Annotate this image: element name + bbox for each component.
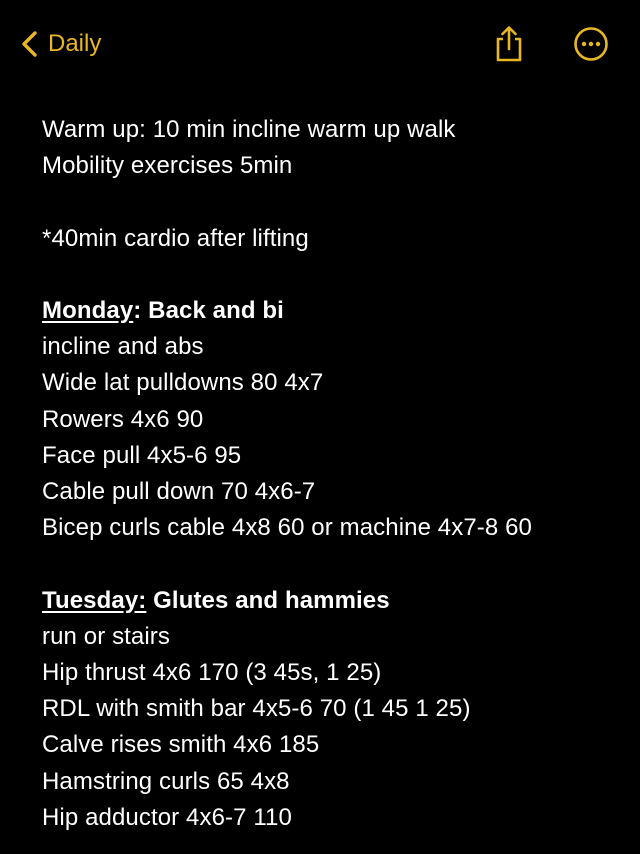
ellipsis-circle-icon[interactable] [573,26,609,62]
chevron-left-icon [18,28,44,60]
note-line: run or stairs [42,622,171,650]
monday-heading [42,293,632,329]
note-line: Wide lat pulldowns 80 4x7 [42,369,324,397]
tuesday-heading [42,583,632,619]
share-icon[interactable] [492,24,526,64]
note-line: Cable pull down 70 4x6-7 [42,478,316,505]
note-line: Calve rises smith 4x6 185 [42,731,320,759]
note-line: Mobility exercises 5min [42,152,293,180]
monday-day-name: Monday [42,296,134,324]
navigation-bar [0,0,640,90]
monday-focus: Back and bi [141,296,284,324]
note-line: Warm up: 10 min incline warm up walk [42,116,456,143]
note-line: Bicep curls cable 4x8 60 or machine 4x7-8 60 [42,514,533,542]
note-body[interactable] [42,112,632,836]
note-line: *40min cardio after lifting [42,224,309,252]
monday-separator: : [133,296,142,324]
blank-line [42,546,632,582]
blank-line [42,184,632,220]
note-line: Hamstring curls 65 4x8 [42,767,290,795]
tuesday-day-name: Tuesday: [42,586,147,614]
tuesday-focus: Glutes and hammies [146,586,390,614]
note-line: Hip adductor 4x6-7 110 [42,803,292,831]
blank-line [42,257,632,293]
note-line: incline and abs [42,333,204,361]
note-line: Rowers 4x6 90 [42,405,204,433]
back-button-label: Daily [48,30,102,57]
note-line: Face pull 4x5-6 95 [42,441,242,469]
back-button[interactable] [18,26,101,62]
note-line: Hip thrust 4x6 170 (3 45s, 1 25) [42,659,382,686]
note-line: RDL with smith bar 4x5-6 70 (1 45 1 25) [42,695,471,723]
